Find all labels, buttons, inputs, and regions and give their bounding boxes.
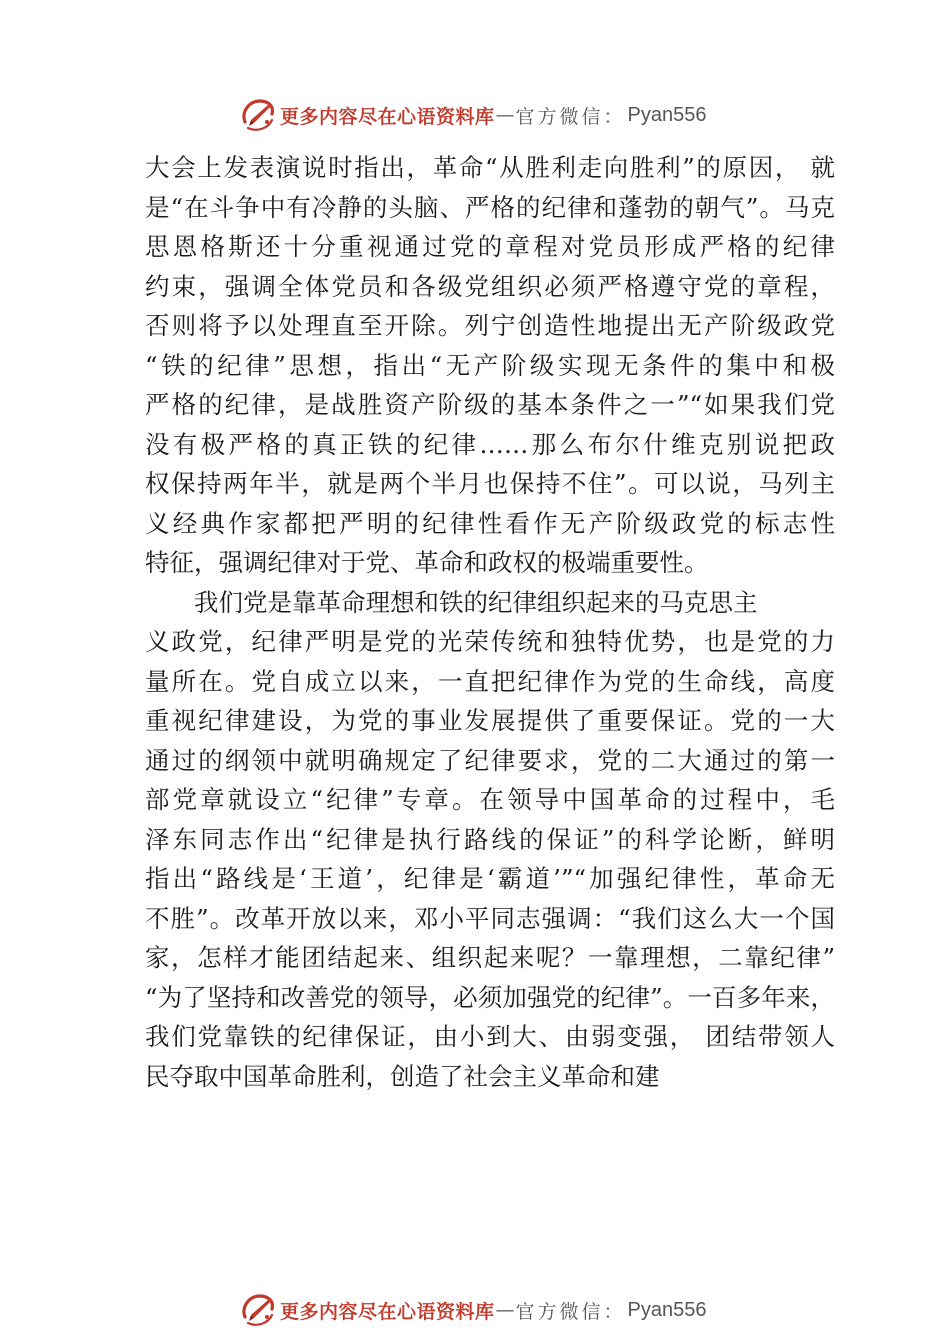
brush-pen-logo-icon [238, 95, 278, 135]
wechat-id: Pyan556 [627, 1298, 707, 1321]
text-line: 量所在。党自成立以来，一直把纪律作为党的生命线，高度 [145, 666, 835, 696]
banner-dash: — [495, 1299, 515, 1321]
document-body [145, 148, 835, 1096]
brush-pen-logo-icon [238, 1290, 278, 1330]
header-banner [238, 95, 707, 135]
text-line: 我们党靠铁的纪律保证，由小到大、由弱变强， 团结带领人 [145, 1022, 835, 1051]
text-line: 大会上发表演说时指出，革命“从胜利走向胜利”的原因， 就 [145, 153, 835, 182]
text-line: 思恩格斯还十分重视通过党的章程对党员形成严格的纪律 [145, 232, 835, 261]
text-line: 约束，强调全体党员和各级党组织必须严格遵守党的章程， [145, 271, 835, 301]
text-line: 不胜”。改革开放以来，邓小平同志强调：“我们这么大一个国 [145, 903, 835, 933]
text-line: “为了坚持和改善党的领导，必须加强党的纪律”。一百多年来， [145, 982, 835, 1012]
footer-banner [238, 1290, 707, 1330]
library-text: 更多内容尽在心语资料库 [280, 105, 495, 128]
text-line: 泽东同志作出“纪律是执行路线的保证”的科学论断，鲜明 [145, 824, 835, 854]
text-line: 通过的纲领中就明确规定了纪律要求，党的二大通过的第一 [145, 745, 835, 775]
text-line: 家，怎样才能团结起来、组织起来呢？一靠理想，二靠纪律” [145, 943, 835, 972]
text-line: 重视纪律建设，为党的事业发展提供了重要保证。党的一大 [145, 706, 835, 735]
text-line: 部党章就设立“纪律”专章。在领导中国革命的过程中，毛 [145, 785, 835, 814]
text-line: 民夺取中国革命胜利，创造了社会主义革命和建 [145, 1061, 660, 1091]
text-line: “铁的纪律”思想，指出“无产阶级实现无条件的集中和极 [145, 350, 835, 380]
paragraph-start-line: 我们党是靠革命理想和铁的纪律组织起来的马克思主 [194, 587, 758, 617]
text-line: 特征，强调纪律对于党、革命和政权的极端重要性。 [145, 548, 709, 577]
banner-dash: — [495, 104, 515, 126]
text-line: 否则将予以处理直至开除。列宁创造性地提出无产阶级政党 [145, 311, 835, 340]
text-line: 严格的纪律，是战胜资产阶级的基本条件之一”“如果我们党 [145, 390, 835, 419]
text-line: 没有极严格的真正铁的纪律……那么布尔什维克别说把政 [145, 429, 835, 459]
wechat-label: 官方微信： [515, 105, 626, 128]
wechat-id: Pyan556 [627, 103, 707, 126]
library-text: 更多内容尽在心语资料库 [280, 1300, 495, 1323]
wechat-label: 官方微信： [515, 1300, 626, 1323]
text-line: 义政党，纪律严明是党的光荣传统和独特优势，也是党的力 [145, 627, 835, 656]
text-line: 义经典作家都把严明的纪律性看作无产阶级政党的标志性 [145, 508, 835, 538]
text-line: 权保持两年半，就是两个半月也保持不住”。可以说，马列主 [145, 469, 835, 498]
text-line: 指出“路线是‘王道’，纪律是‘霸道’”“加强纪律性，革命无 [145, 864, 835, 893]
text-line: 是“在斗争中有冷静的头脑、严格的纪律和蓬勃的朝气”。马克 [145, 192, 835, 222]
